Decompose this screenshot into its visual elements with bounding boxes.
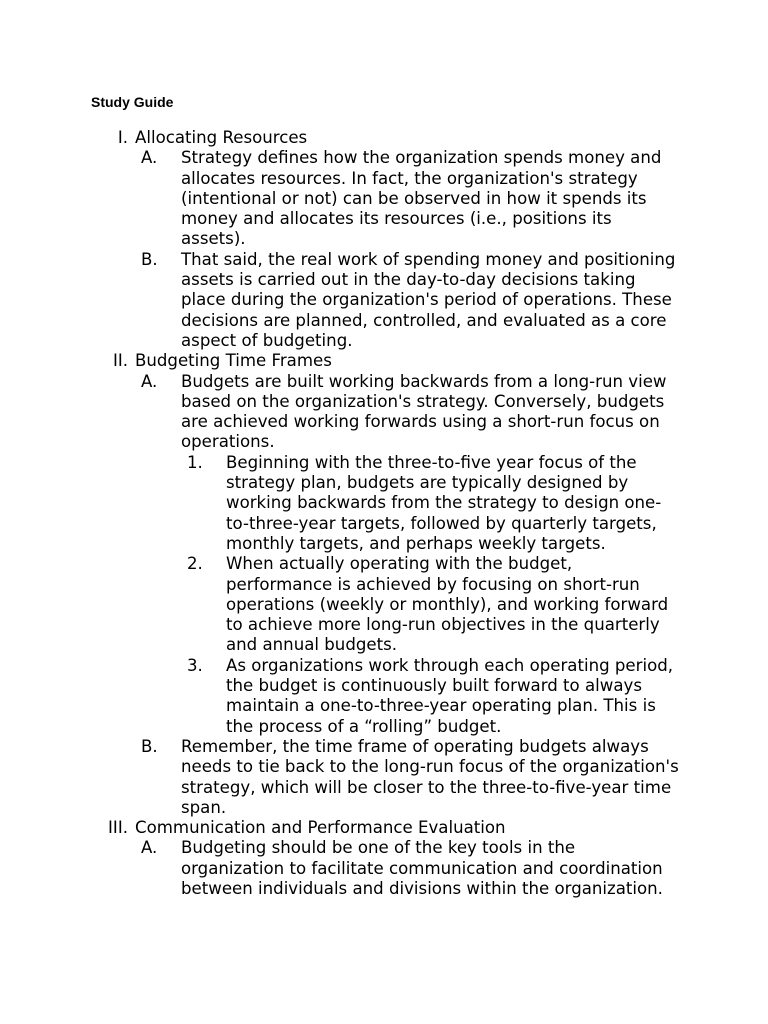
section-heading: Communication and Performance Evaluation [135, 818, 506, 838]
item-marker: 1. [187, 452, 203, 472]
item-marker: A. [141, 148, 158, 168]
page-title: Study Guide [91, 94, 174, 110]
item-marker: B. [141, 736, 158, 756]
item-marker: 2. [187, 554, 203, 574]
item-marker: A. [141, 371, 158, 391]
numbered-item [0, 453, 768, 554]
section-marker: III. [108, 818, 128, 838]
section-heading: Allocating Resources [135, 128, 308, 147]
list-item [0, 148, 768, 249]
section-allocating-resources [0, 128, 768, 148]
item-text: As organizations work through each operating period, the budget is continuously built forward to always maintain a one-to-three-year operating plan. This is the process of a “rolling” budget. [226, 655, 674, 736]
item-text: Budgeting should be one of the key tools in the organization to facilitate communication and coordination between individuals and divisions within the organization. [181, 838, 663, 898]
item-marker: B. [141, 249, 158, 269]
item-marker: 3. [187, 655, 203, 675]
item-text: Strategy defines how the organization spends money and allocates resources. In fact, the organization's strategy (intentional or not) can be observed in how it spends its money and allocates its resources (i.e., positions its assets). [181, 148, 662, 249]
item-marker: A. [141, 838, 158, 858]
item-text: Budgets are built working backwards from a long-run view based on the organization's strategy. Conversely, budgets are achieved working forwards using a short-run focus on operations. [181, 371, 667, 452]
section-marker: I. [117, 128, 128, 147]
list-item [0, 838, 768, 899]
item-text: When actually operating with the budget, performance is achieved by focusing on short-run operations (weekly or monthly), and working forward to achieve more long-run objectives in the quarterly and annual budgets. [226, 554, 669, 655]
list-item [0, 372, 768, 453]
section-budgeting-time-frames [0, 351, 768, 371]
item-text: That said, the real work of spending money and positioning assets is carried out in the day-to-day decisions taking place during the organization's period of operations. These decisions are planned, controlled, and evaluated as a core aspect of budgeting. [181, 249, 676, 350]
numbered-item [0, 656, 768, 737]
numbered-item [0, 554, 768, 655]
list-item [0, 737, 768, 818]
section-heading: Budgeting Time Frames [135, 351, 332, 371]
item-text: Remember, the time frame of operating budgets always needs to tie back to the long-run focus of the organization's strategy, which will be closer to the three-to-five-year time span. [181, 736, 679, 817]
section-marker: II. [112, 351, 128, 371]
item-text: Beginning with the three-to-five year focus of the strategy plan, budgets are typically designed by working backwards from the strategy to design one-to-three-year targets, followed by quarterly targets, monthly targets, and perhaps weekly targets. [226, 452, 662, 553]
study-guide-outline [0, 128, 768, 899]
section-communication-performance [0, 818, 768, 838]
list-item [0, 250, 768, 351]
